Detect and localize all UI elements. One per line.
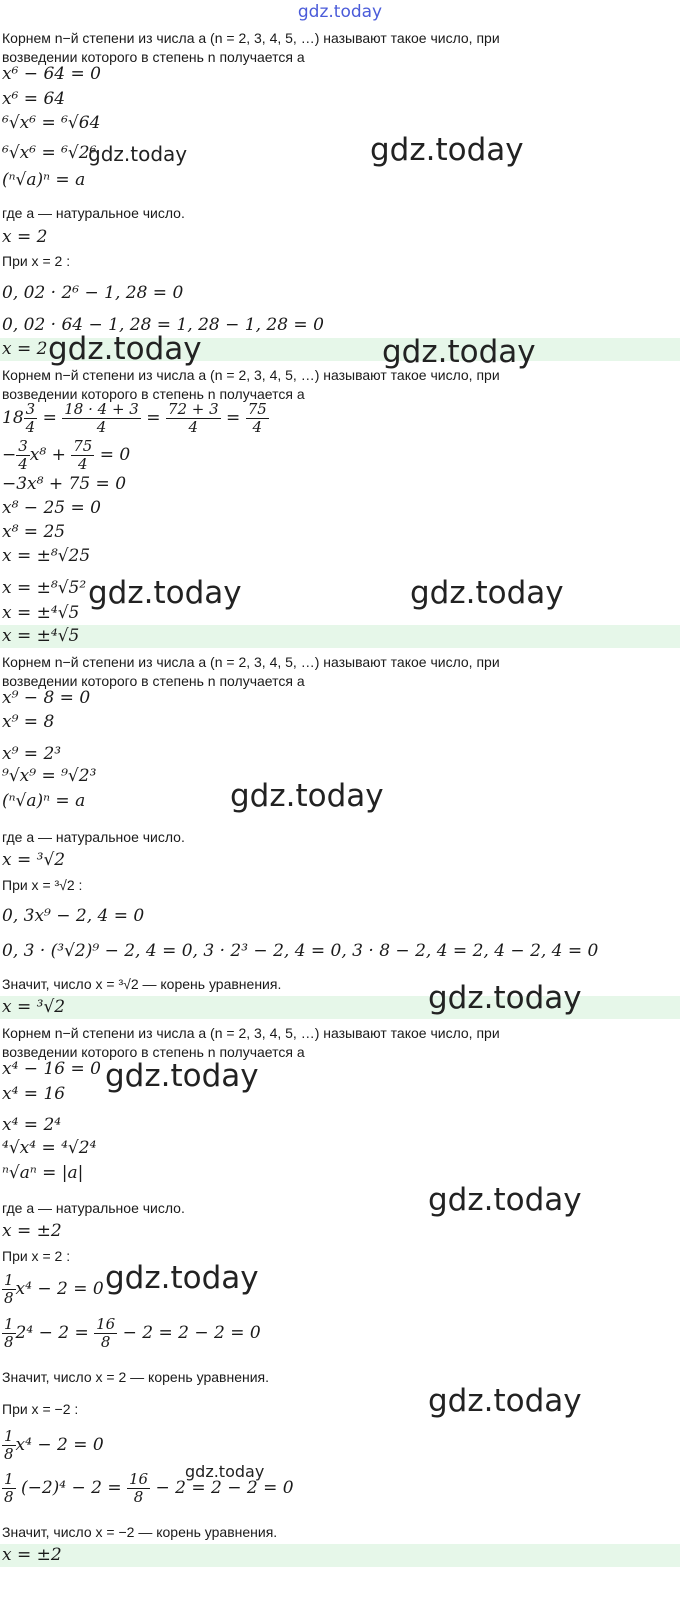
equation-line: ⁶√x⁶ = ⁶√64 [2,113,101,133]
equation-line: (ⁿ√a)ⁿ = a [2,791,86,811]
equation-line: x⁹ − 8 = 0 [2,688,91,708]
equation-line: − $\frac{3}{4}$ x⁸ + $\frac{75}{4}$ = 0 [2,437,131,473]
note-text: где a — натуральное число. [2,205,185,221]
answer-line: x = ±2 [2,1545,62,1565]
equation-line: (ⁿ√a)ⁿ = a [2,170,86,190]
equation-line: 0, 3x⁹ − 2, 4 = 0 [2,906,145,926]
watermark: gdz.today [48,331,202,367]
watermark: gdz.today [428,1383,582,1419]
watermark: gdz.today [185,1462,265,1481]
watermark: gdz.today [105,1260,259,1296]
equation-line: ⁹√x⁹ = ⁹√2³ [2,766,97,786]
watermark: gdz.today [428,980,582,1016]
conclusion-text: Значит, число x = −2 — корень уравнения. [2,1524,278,1540]
site-logo[interactable]: gdz.today [297,2,383,22]
equation-line: x⁸ = 25 [2,522,66,542]
equation-line: x = ±2 [2,1221,62,1241]
equation-line: x = ±⁸√5² [2,578,87,598]
conclusion-text: Значит, число x = ³√2 — корень уравнения. [2,976,282,992]
equation-line: 18 $\frac{3}{4}$ = $\frac{18 \cdot 4 + 3}{4}$ = $\frac{72 + 3}{4}$ = $\frac{75}{4}$ [2,400,267,436]
equation-line: 0, 3 · (³√2)⁹ − 2, 4 = 0, 3 · 2³ − 2, 4 = 0, 3 · 8 − 2, 4 = 2, 4 − 2, 4 = 0 [2,941,599,961]
equation-line: x⁴ = 16 [2,1084,66,1104]
definition-text: Корнем n−й степени из числа a (n = 2, 3, 4, 5, …) называют такое число, при [2,1025,500,1041]
definition-text: Корнем n−й степени из числа a (n = 2, 3, 4, 5, …) называют такое число, при [2,654,500,670]
equation-line: ⁶√x⁶ = ⁶√2⁶ [2,143,97,163]
answer-highlight [0,625,680,648]
definition-text: Корнем n−й степени из числа a (n = 2, 3, 4, 5, …) называют такое число, при [2,367,500,383]
definition-cut-text: возведении которого в степень n получается a [2,673,305,689]
equation-line: x⁶ − 64 = 0 [2,64,101,84]
check-text: При x = ³√2 : [2,877,83,893]
equation-line: x⁴ = 2⁴ [2,1115,62,1135]
equation-line: $\frac{1}{8}$ x⁴ − 2 = 0 [4,1427,104,1463]
equation-line: x = ±⁴√5 [2,603,80,623]
check-text: При x = −2 : [2,1401,79,1417]
equation-line: $\frac{1}{8}$ 2⁴ − 2 = $\frac{16}{8}$ − 2 = 2 − 2 = 0 [4,1315,261,1351]
equation-line: x⁴ − 16 = 0 [2,1059,101,1079]
equation-line: x = ±⁸√25 [2,546,91,566]
watermark: gdz.today [230,778,384,814]
equation-line: x⁸ − 25 = 0 [2,498,101,518]
watermark: gdz.today [428,1182,582,1218]
watermark: gdz.today [88,142,188,166]
equation-line: 0, 02 · 64 − 1, 28 = 1, 28 − 1, 28 = 0 [2,315,324,335]
definition-text: Корнем n−й степени из числа a (n = 2, 3, 4, 5, …) называют такое число, при [2,30,500,46]
equation-line: x = ³√2 [2,850,66,870]
equation-line: 0, 02 · 2⁶ − 1, 28 = 0 [2,283,184,303]
definition-cut-text: возведении которого в степень n получается a [2,1044,305,1060]
note-text: где a — натуральное число. [2,1200,185,1216]
watermark: gdz.today [105,1058,259,1094]
equation-line: x⁹ = 8 [2,712,55,732]
equation-line: $\frac{1}{8}$ x⁴ − 2 = 0 [4,1271,104,1307]
answer-highlight [0,1544,680,1567]
equation-line: x⁹ = 2³ [2,744,62,764]
equation-line: $\frac{1}{8}$ (−2)⁴ − 2 = $\frac{16}{8}$ − 2 = 2 − 2 = 0 [4,1470,294,1506]
answer-line: x = ³√2 [2,997,66,1017]
check-text: При x = 2 : [2,1248,71,1264]
watermark: gdz.today [370,132,524,168]
watermark: gdz.today [382,334,536,370]
equation-line: ⁿ√aⁿ = |a| [2,1163,84,1183]
equation-line: −3x⁸ + 75 = 0 [2,474,127,494]
check-text: При x = 2 : [2,253,71,269]
answer-line: x = ±⁴√5 [2,626,80,646]
equation-line: x⁶ = 64 [2,89,66,109]
conclusion-text: Значит, число x = 2 — корень уравнения. [2,1369,270,1385]
equation-line: x = 2 [2,227,48,247]
definition-cut-text: возведении которого в степень n получается a [2,386,305,402]
answer-line: x = 2 [2,339,48,359]
equation-line: ⁴√x⁴ = ⁴√2⁴ [2,1138,97,1158]
definition-cut-text: возведении которого в степень n получается a [2,49,305,65]
note-text: где a — натуральное число. [2,829,185,845]
watermark: gdz.today [88,575,242,611]
watermark: gdz.today [410,575,564,611]
